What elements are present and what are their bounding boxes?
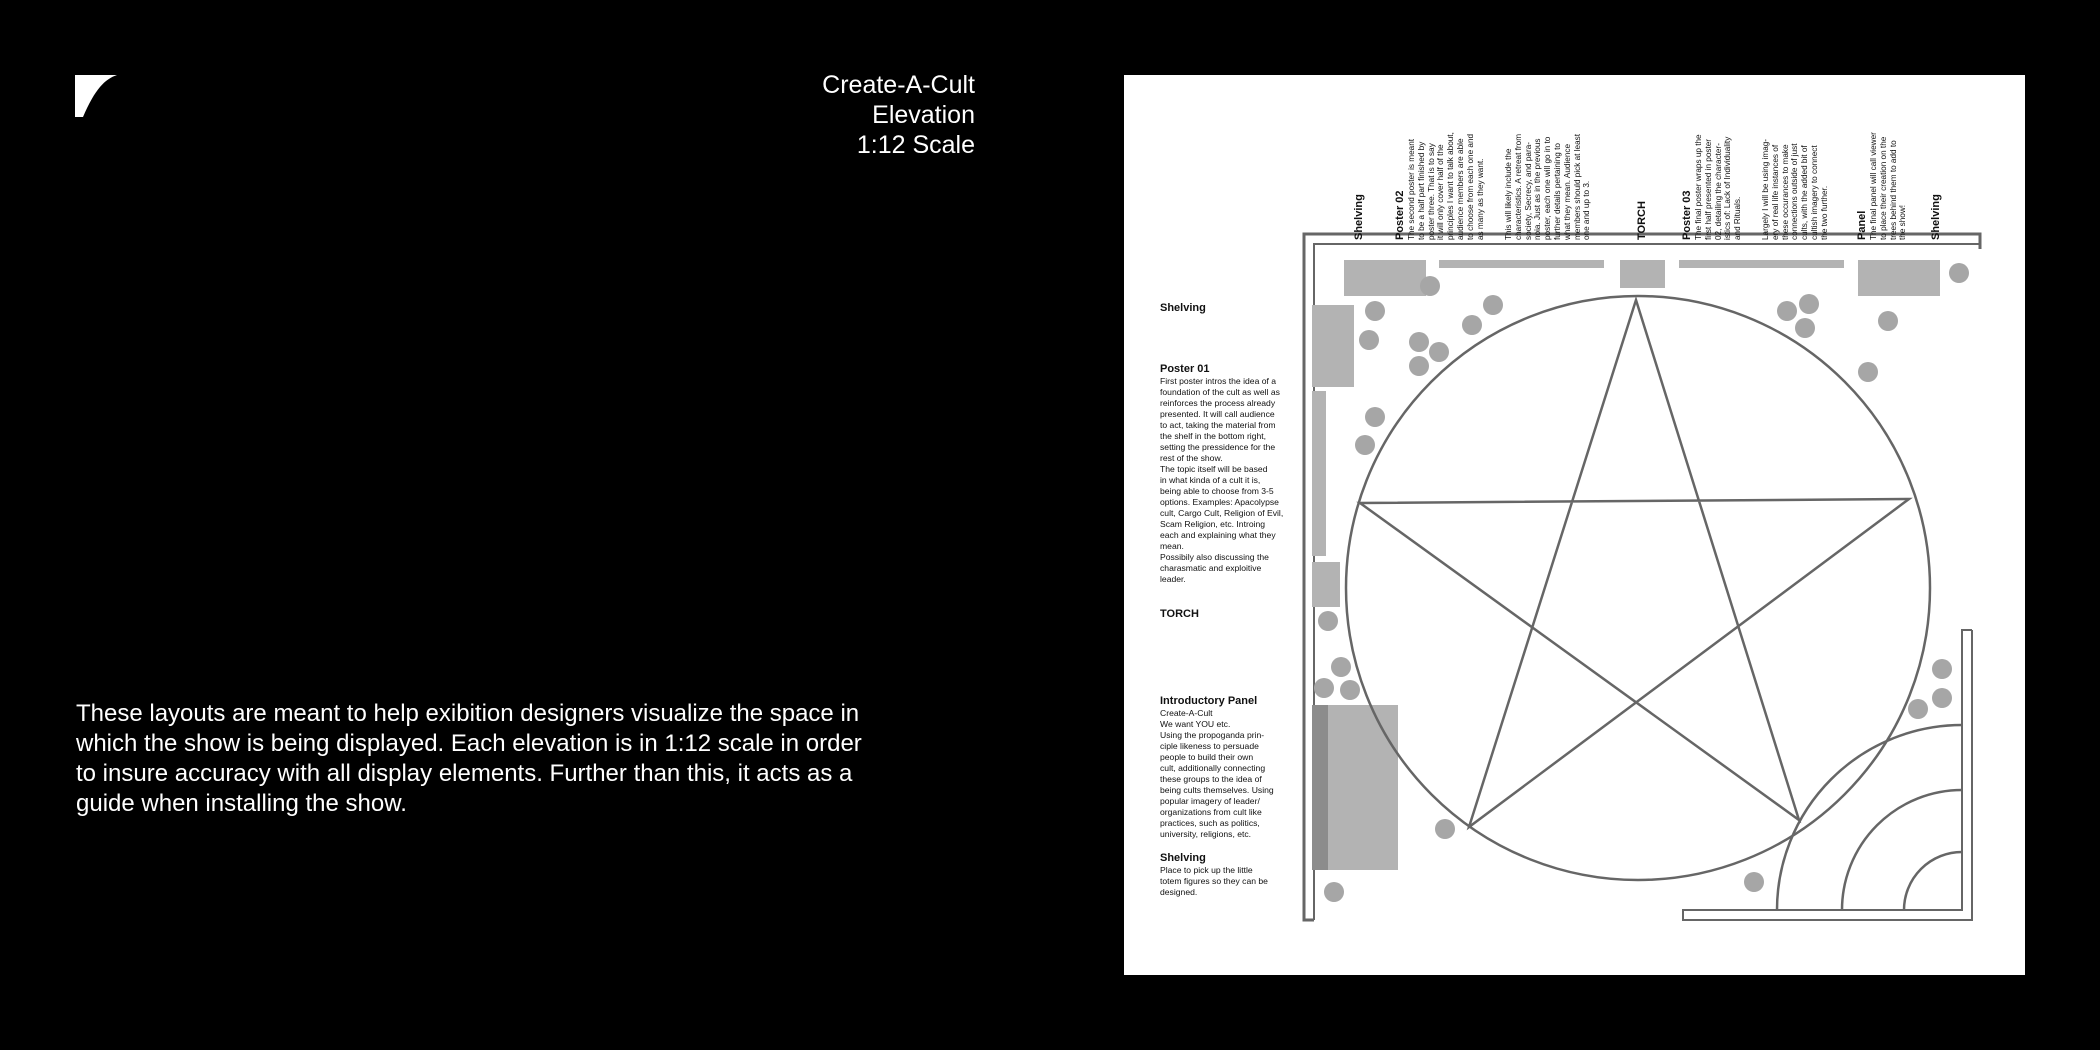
note-poster-02-continued: This will likely include the characteristics. A retreat from society, Secrecy, and para- noia. Just as in the previous poster, each one will go in to further details pertaining to what they mean. Audience members should pick at least one and up to 3.: [1504, 133, 1592, 240]
intro-panel-edge: [1312, 705, 1328, 870]
elevation-sheet: [1124, 75, 2025, 975]
pentagram-star: [1360, 300, 1909, 827]
note-panel: Panel The final panel will call viewer to place their creation on the trees behind them to add to the show!: [1856, 132, 1908, 240]
note-shelving-top-left: Shelving: [1353, 194, 1365, 240]
page-title: Create-A-Cult: [822, 71, 975, 99]
wall-right: [1683, 630, 1972, 920]
shelving-top-left: [1344, 260, 1426, 296]
shelving-left: [1312, 305, 1354, 387]
note-poster-03: Poster 03 The final poster wraps up the first half presented in poster 02, detailing the character- istics of: Lack of Individuality and Rituals.: [1681, 134, 1743, 240]
page-subtitle: Elevation: [872, 101, 975, 129]
shelving-top-right: [1858, 260, 1940, 296]
note-torch-left: TORCH: [1160, 608, 1199, 620]
note-poster-01: Poster 01 First poster intros the idea of a foundation of the cult as well as reinforces the process already presented. It will call audience to act, taking the material from the shelf in the bottom right, setting the pressidence for the rest of the show. The topic itself will be based in what kinda of a cult it is, being able to choose from 3-5 options. Examples: Apacolypse cult, Cargo Cult, Religion of Evil, Scam Religion, etc. Introing each and explaining what they mean. Possibily also discussing the charasmatic and exploitive leader.: [1160, 363, 1284, 584]
note-torch-top: TORCH: [1636, 201, 1648, 240]
title-block: [700, 70, 975, 160]
note-introductory-panel: Introductory Panel Create-A-Cult We want YOU etc. Using the propoganda prin- ciple likeness to persuade people to build their own cult, additionally connecting these groups to the idea of being cults themselves. Using popular imagery of leader/ organizations from cult like practices, such as politics, university, religions, etc.: [1160, 695, 1274, 839]
logo-icon: [75, 75, 117, 117]
visitor-dots: [1314, 263, 1969, 902]
torch-left: [1312, 562, 1340, 607]
torch-top: [1620, 260, 1665, 288]
note-shelving-left: Shelving: [1160, 302, 1206, 314]
wall-outline: [1304, 234, 1980, 920]
floor-circle: [1346, 296, 1930, 880]
note-poster-03-continued: Largely I will be using imag- ery of real life instances of these occurances to make connections outside of just cults, with the added bit of cultish imagery to connect the two further.: [1761, 138, 1829, 240]
poster-03-bar: [1679, 260, 1844, 268]
scale-label: 1:12 Scale: [856, 131, 975, 159]
poster-01-bar: [1312, 391, 1326, 556]
poster-02-bar: [1439, 260, 1604, 268]
corner-arc-inner: [1904, 852, 1962, 910]
corner-arc-mid: [1842, 790, 1962, 910]
description-text: These layouts are meant to help exibition designers visualize the space in which the show is being displayed. Each elevation is in 1:12 scale in order to insure accuracy with all display elements. Further than this, it acts as a guide when installing the show.: [76, 700, 862, 817]
note-shelving-top-right: Shelving: [1930, 194, 1942, 240]
corner-arc-outer: [1777, 725, 1962, 910]
note-poster-02: Poster 02 The second poster is meant to be a half part finished by poster three. That is to say it will only cover half of the principles I want to talk about, audience members are able to choose from each one and as many as they want.: [1394, 132, 1485, 240]
note-shelving-bottom: Shelving Place to pick up the little totem figures so they can be designed.: [1160, 852, 1268, 897]
